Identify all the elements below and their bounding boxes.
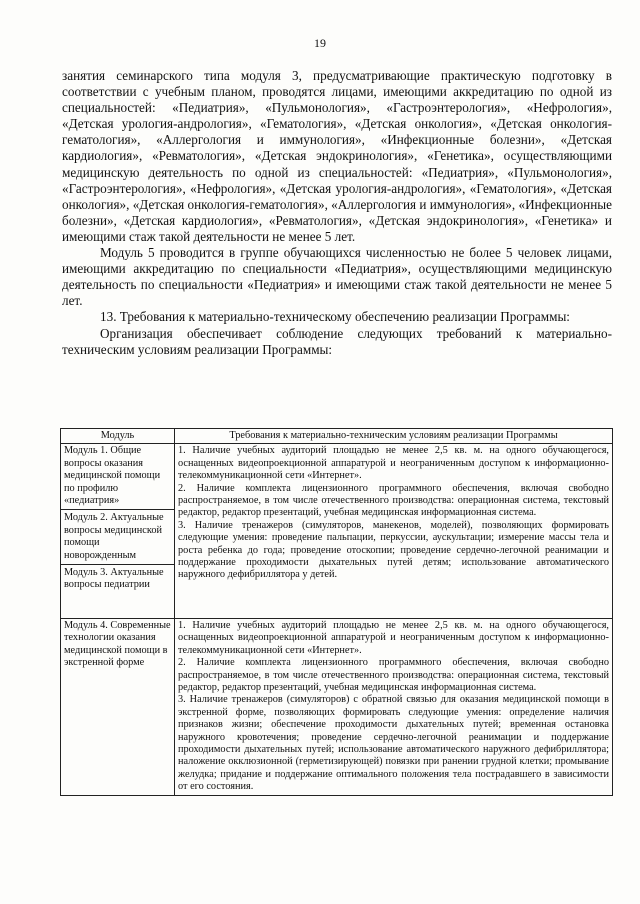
requirements-cell-group-1 bbox=[175, 444, 613, 618]
requirement-item: 1. Наличие учебных аудиторий площадью не менее 2,5 кв. м. на одного обучающегося, оснащенных видеопроекционной аппаратурой и неограниченным доступом к информационно-телекоммуникационной сети «Интернет». bbox=[178, 445, 609, 482]
requirements-table bbox=[60, 428, 613, 796]
requirement-item: 2. Наличие комплекта лицензионного программного обеспечения, включая свободно распространяемое, в том числе отечественного производства: операционная система, текстовый редактор, редактор презентаций, учебная медицинская информационная система. bbox=[178, 657, 609, 693]
paragraph-organization: Организация обеспечивает соблюдение следующих требований к материально-техническим условиям реализации Программы: bbox=[62, 325, 612, 357]
requirement-item: 3. Наличие тренажеров (симуляторов, манекенов, моделей), позволяющих формировать следующие умения: проведение пальпации, перкуссии, аускультации; измерение массы тела и роста ребенка до года; проведение отоскопии; проведение сердечно-легочной реанимации и поддержание проходимости дыхательных путей детям; использование автоматического наружного дефибриллятора у детей. bbox=[178, 519, 609, 581]
table-header-row bbox=[61, 429, 613, 444]
requirements-cell-group-2 bbox=[175, 618, 613, 795]
section-heading-13: 13. Требования к материально-техническому обеспечению реализации Программы: bbox=[100, 309, 570, 325]
requirement-item: 2. Наличие комплекта лицензионного программного обеспечения, включая свободно распространяемое, в том числе отечественного производства: операционная система, текстовый редактор, редактор презентаций, учебная медицинская информационная система. bbox=[178, 482, 609, 519]
module-cell-group-2 bbox=[61, 618, 175, 795]
table-row bbox=[61, 444, 613, 618]
module-3: Модуль 3. Актуальные вопросы педиатрии bbox=[64, 567, 164, 591]
module-2: Модуль 2. Актуальные вопросы медицинской помощи новорожденным bbox=[61, 512, 174, 565]
paragraph-staff-requirements: занятия семинарского типа модуля 3, предусматривающие практическую подготовку в соответствии с учебным планом, проводятся лицами, имеющими аккредитацию по одной из специальностей: «Педиатрия», «Пульмонология», «Гастроэнтерология», «Нефрология», «Детская урология-андрология», «Гематология», «Детская онкология», «Детская онкология-гематология», «Аллергология и иммунология», «Инфекционные болезни», «Детская кардиология», «Ревматология», «Детская эндокринология», «Генетика», осуществляющими медицинскую деятельность по одной из специальностей: «Педиатрия», «Пульмонология», «Гастроэнтерология», «Нефрология», «Детская урология-андрология», «Гематология», «Детская онкология», «Детская онкология-гематология», «Аллергология и иммунология», «Инфекционные болезни», «Детская кардиология», «Ревматология», «Детская эндокринология», «Генетика» и имеющими стаж такой деятельности не менее 5 лет. bbox=[62, 68, 612, 244]
body-text bbox=[62, 68, 612, 358]
requirement-item: 1. Наличие учебных аудиторий площадью не менее 2,5 кв. м. на одного обучающегося, оснащенных видеопроекционной аппаратурой и неограниченным доступом к информационно-телекоммуникационной сети «Интернет». bbox=[178, 619, 609, 656]
module-cell-group-1 bbox=[61, 444, 175, 618]
header-requirements: Требования к материально-техническим условиям реализации Программы bbox=[175, 429, 613, 444]
paragraph-module-5: Модуль 5 проводится в группе обучающихся численностью не более 5 человек лицами, имеющими аккредитацию по специальности «Педиатрия», осуществляющими медицинскую деятельность по специальности «Педиатрия» и имеющими стаж такой деятельности не менее 5 лет. bbox=[62, 245, 612, 309]
table-row bbox=[61, 618, 613, 795]
module-4: Модуль 4. Современные технологии оказания медицинской помощи в экстренной форме bbox=[64, 619, 171, 669]
module-1: Модуль 1. Общие вопросы оказания медицинской помощи по профилю «педиатрия» bbox=[61, 445, 174, 510]
page-number: 19 bbox=[314, 36, 326, 50]
header-module: Модуль bbox=[61, 429, 175, 444]
requirement-item: 3. Наличие тренажеров (симуляторов) с обратной связью для оказания медицинской помощи в экстренной форме, позволяющих формировать следующие умения: определение наличия признаков жизни; обеспечение проходимости дыхательных путей; временная остановка наружного кровотечения; проведение сердечно-легочной реанимации и поддержание проходимости дыхательных путей; использование автоматического наружного дефибриллятора; наложение окклюзионной (герметизирующей) повязки при ранении грудной клетки; промывание желудка; придание и поддержание оптимального положения тела пострадавшего в зависимости от его состояния. bbox=[178, 694, 609, 793]
